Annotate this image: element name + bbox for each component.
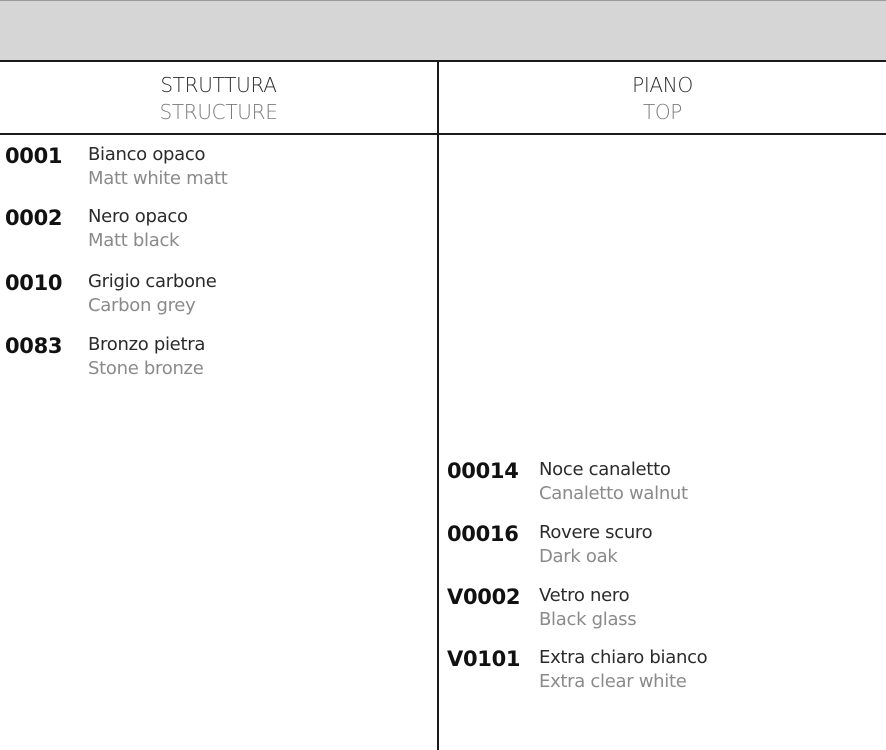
finish-name-en: Black glass bbox=[539, 609, 637, 630]
finish-name-en: Dark oak bbox=[539, 546, 618, 567]
finish-code: V0002 bbox=[447, 585, 521, 609]
header-band bbox=[0, 0, 886, 62]
structure-column-header bbox=[0, 72, 437, 126]
finish-code: 0002 bbox=[5, 206, 63, 230]
structure-title-en: STRUCTURE bbox=[159, 100, 278, 124]
finish-name-it: Grigio carbone bbox=[88, 271, 217, 292]
finish-code: 00014 bbox=[447, 459, 519, 483]
finish-name-en: Extra clear white bbox=[539, 671, 687, 692]
column-divider bbox=[437, 62, 439, 750]
finish-code: V0101 bbox=[447, 647, 521, 671]
finish-name-it: Noce canaletto bbox=[539, 459, 671, 480]
top-title-en: TOP bbox=[642, 100, 683, 124]
finish-name-it: Bronzo pietra bbox=[88, 334, 206, 355]
finish-code: 0083 bbox=[5, 334, 63, 358]
structure-title-it: STRUTTURA bbox=[160, 73, 277, 97]
finish-name-en: Canaletto walnut bbox=[539, 483, 688, 504]
finish-name-en: Carbon grey bbox=[88, 295, 196, 316]
finish-code: 00016 bbox=[447, 522, 519, 546]
top-title-it: PIANO bbox=[632, 73, 693, 97]
finish-name-it: Rovere scuro bbox=[539, 522, 653, 543]
finish-code: 0010 bbox=[5, 271, 63, 295]
finish-name-it: Vetro nero bbox=[539, 585, 630, 606]
finish-name-it: Bianco opaco bbox=[88, 144, 206, 165]
finish-name-en: Stone bronze bbox=[88, 358, 204, 379]
finish-name-it: Nero opaco bbox=[88, 206, 188, 227]
finish-name-en: Matt white matt bbox=[88, 168, 228, 189]
finish-name-en: Matt black bbox=[88, 230, 180, 251]
finish-name-it: Extra chiaro bianco bbox=[539, 647, 708, 668]
finish-code: 0001 bbox=[5, 144, 63, 168]
header-divider bbox=[0, 133, 886, 135]
top-column-header bbox=[439, 72, 886, 126]
